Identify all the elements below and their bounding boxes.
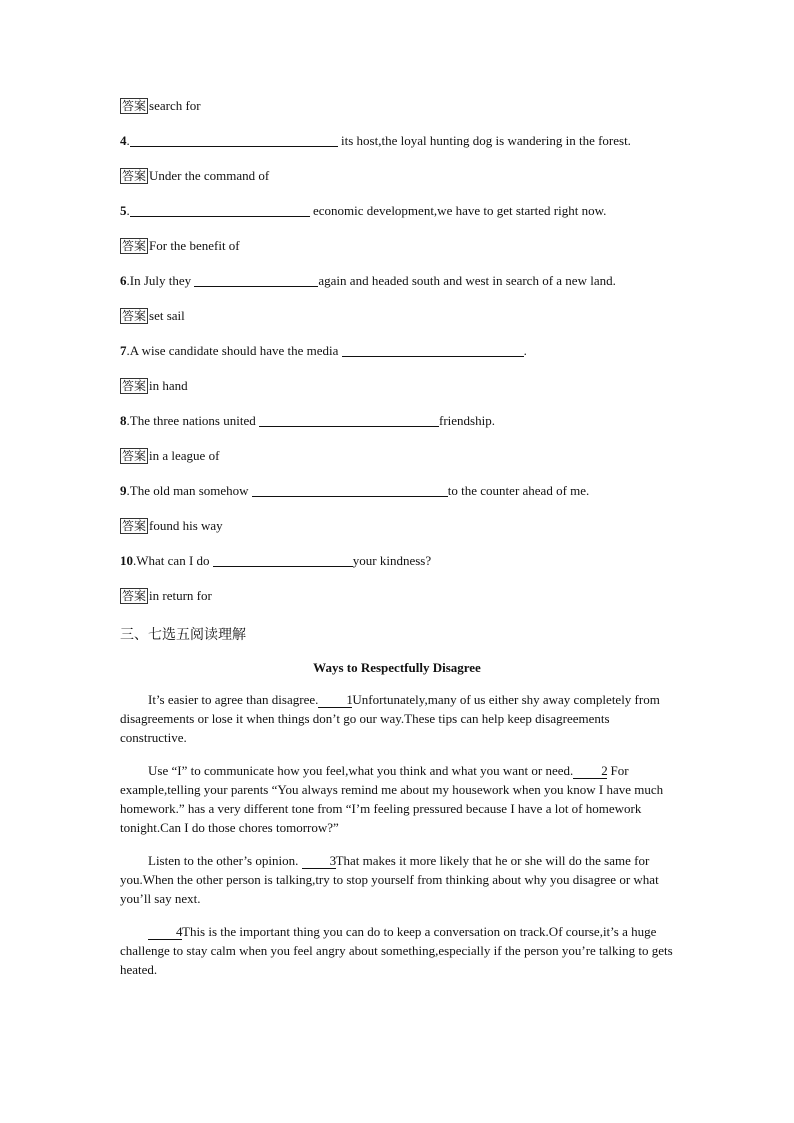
question-number: 10	[120, 553, 133, 568]
answer-text: set sail	[149, 308, 185, 323]
paragraph-text: For example,telling your parents “You always remind me about my housework when you know I have much homework.” has a very different tone from “I’m feeling pressured because I have a lot of homework tonight.Can I do those chores tomorrow?”	[120, 763, 664, 835]
paragraph-text: Unfortunately,many of us either shy away completely from disagreements or lose it when things don’t go our way.These tips can help keep disagreements constructive.	[120, 692, 660, 745]
question-text-before: .The old man somehow	[126, 483, 252, 498]
passage-title: Ways to Respectfully Disagree	[313, 660, 481, 675]
question-text-before: .A wise candidate should have the media	[126, 343, 342, 358]
answer-label: 答案	[122, 239, 147, 253]
answer-text: in a league of	[149, 448, 220, 463]
paragraph-text: It’s easier to agree than disagree.	[148, 692, 319, 707]
question-text-after: its host,the loyal hunting dog is wandering in the forest.	[337, 133, 631, 148]
question-number: 9	[120, 483, 127, 498]
question-7	[120, 343, 527, 359]
answer-line-7	[120, 378, 188, 394]
answer-blank	[130, 204, 310, 217]
answer-blank	[252, 484, 448, 497]
answer-label: 答案	[122, 379, 147, 393]
answer-text: search for	[149, 98, 201, 113]
answer-text: Under the command of	[149, 168, 270, 183]
question-text-after: economic development,we have to get started right now.	[309, 203, 607, 218]
section-heading: 三、七选五阅读理解	[120, 627, 246, 643]
answer-line-6	[120, 308, 185, 324]
question-9	[120, 483, 589, 499]
passage-paragraph-1	[120, 690, 676, 747]
gap-blank: 1	[318, 693, 352, 708]
question-text-before: .What can I do	[133, 553, 213, 568]
question-4	[120, 133, 631, 149]
paragraph-text: Use “I” to communicate how you feel,what you think and what you want or need.	[148, 763, 574, 778]
question-text-before: .In July they	[126, 273, 195, 288]
passage-paragraph-3	[120, 851, 676, 908]
passage-paragraph-4	[120, 922, 676, 979]
answer-label: 答案	[122, 309, 147, 323]
passage-paragraph-2	[120, 761, 676, 837]
answer-label: 答案	[122, 169, 147, 183]
answer-label: 答案	[122, 589, 147, 603]
question-text-before: .	[126, 133, 130, 148]
gap-blank: 4	[148, 925, 182, 940]
question-text-before: .The three nations united	[126, 413, 259, 428]
answer-blank	[213, 554, 353, 567]
question-number: 4	[120, 133, 127, 148]
answer-label: 答案	[122, 99, 147, 113]
answer-line-8	[120, 448, 219, 464]
paragraph-text: Listen to the other’s opinion.	[148, 853, 302, 868]
answer-text: in return for	[149, 588, 212, 603]
question-text-after: your kindness?	[352, 553, 432, 568]
paragraph-text: This is the important thing you can do to keep a conversation on track.Of course,it’s a huge challenge to stay calm when you feel angry about something,especially if the person you’re talking to gets heated.	[120, 924, 673, 977]
answer-line-5	[120, 238, 240, 254]
question-number: 7	[120, 343, 127, 358]
gap-blank: 3	[302, 854, 336, 869]
answer-blank	[130, 134, 338, 147]
question-number: 5	[120, 203, 127, 218]
question-6	[120, 273, 616, 289]
gap-blank: 2	[573, 764, 607, 779]
answer-text: For the benefit of	[149, 238, 240, 253]
paragraph-text: That makes it more likely that he or she will do the same for you.When the other person is talking,try to stop yourself from thinking about why you disagree or what you’ll say next.	[120, 853, 659, 906]
question-text-after: friendship.	[439, 413, 495, 428]
question-8	[120, 413, 495, 429]
answer-blank	[342, 344, 524, 357]
question-5	[120, 203, 606, 219]
answer-text: found his way	[149, 518, 223, 533]
answer-line-3	[120, 98, 201, 114]
question-text-before: .	[126, 203, 130, 218]
answer-text: in hand	[149, 378, 188, 393]
answer-line-10	[120, 588, 212, 604]
question-10	[120, 553, 431, 569]
question-text-after: .	[523, 343, 527, 358]
answer-label: 答案	[122, 449, 147, 463]
answer-blank	[194, 274, 318, 287]
answer-blank	[259, 414, 439, 427]
question-text-after: again and headed south and west in search of a new land.	[318, 273, 616, 288]
answer-line-4	[120, 168, 269, 184]
answer-line-9	[120, 518, 223, 534]
answer-label: 答案	[122, 519, 147, 533]
question-text-after: to the counter ahead of me.	[447, 483, 590, 498]
question-number: 8	[120, 413, 127, 428]
question-number: 6	[120, 273, 127, 288]
